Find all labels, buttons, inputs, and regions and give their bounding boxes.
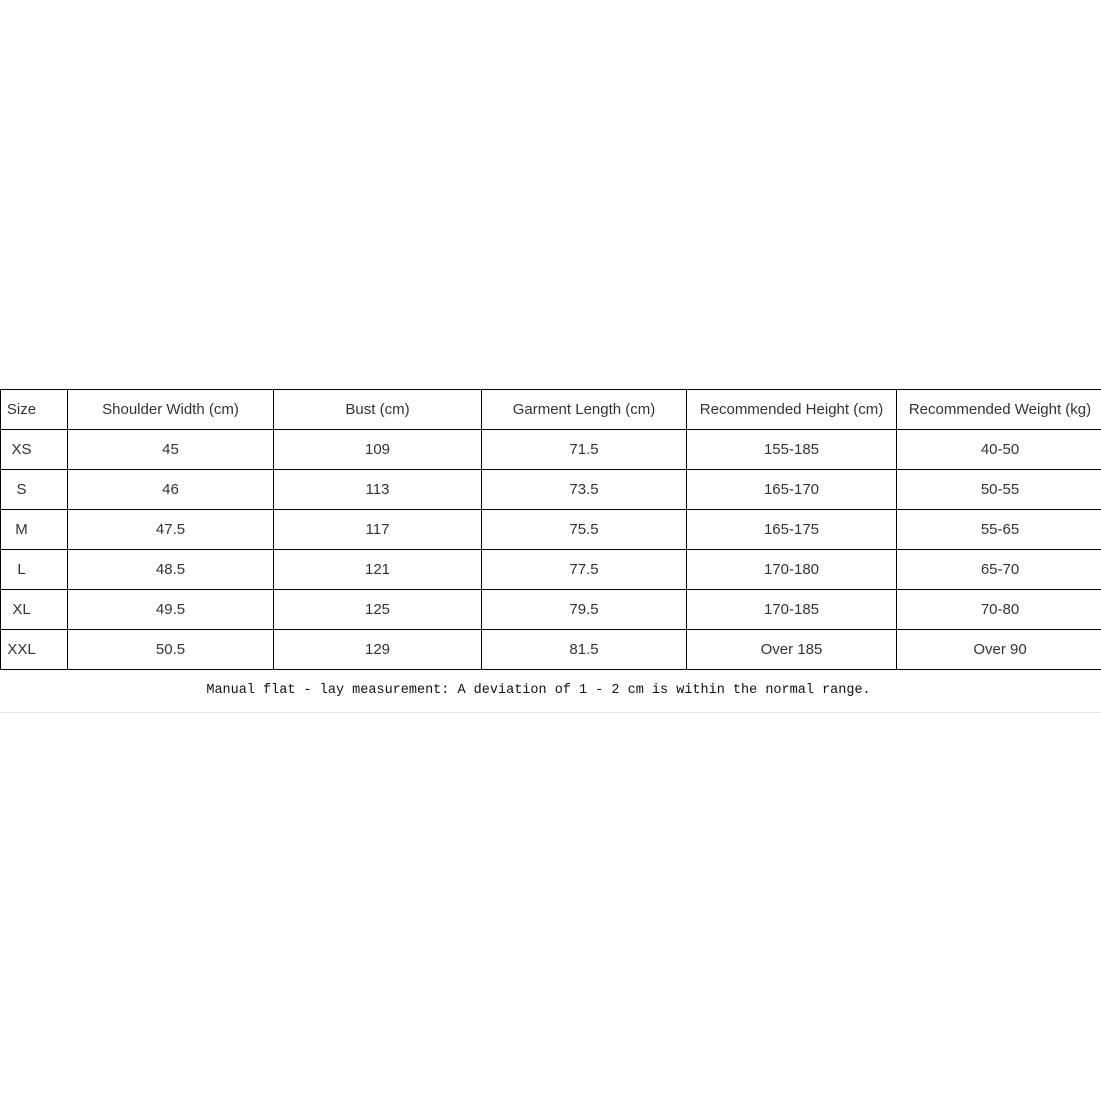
table-cell-bust: 113 — [274, 470, 482, 510]
table-cell-shoulder-width: 45 — [68, 430, 274, 470]
table-cell-size: XL — [1, 590, 68, 630]
table-row-l — [1, 550, 1101, 590]
table-cell-size: XXL — [1, 630, 68, 670]
table-row-m — [1, 510, 1101, 550]
size-chart-table — [0, 389, 1101, 670]
table-cell-size: L — [1, 550, 68, 590]
table-cell-recommended-height: 170-180 — [687, 550, 897, 590]
table-row-xs — [1, 430, 1101, 470]
table-cell-shoulder-width: 50.5 — [68, 630, 274, 670]
table-cell-size: S — [1, 470, 68, 510]
table-cell-recommended-weight: 65-70 — [897, 550, 1101, 590]
table-cell-recommended-weight: Over 90 — [897, 630, 1101, 670]
table-cell-bust: 109 — [274, 430, 482, 470]
table-row-s — [1, 470, 1101, 510]
table-cell-recommended-height: 165-175 — [687, 510, 897, 550]
table-cell-size: M — [1, 510, 68, 550]
table-row-xl — [1, 590, 1101, 630]
divider-line — [0, 712, 1101, 713]
header-cell-shoulder-width: Shoulder Width (cm) — [68, 390, 274, 430]
header-cell-bust: Bust (cm) — [274, 390, 482, 430]
table-cell-bust: 129 — [274, 630, 482, 670]
table-cell-recommended-height: Over 185 — [687, 630, 897, 670]
header-cell-size: Size — [1, 390, 68, 430]
table-cell-shoulder-width: 48.5 — [68, 550, 274, 590]
table-cell-recommended-weight: 50-55 — [897, 470, 1101, 510]
table-cell-garment-length: 75.5 — [482, 510, 687, 550]
table-cell-bust: 125 — [274, 590, 482, 630]
header-cell-recommended-weight: Recommended Weight (kg) — [897, 390, 1101, 430]
table-body — [1, 430, 1101, 670]
table-cell-garment-length: 77.5 — [482, 550, 687, 590]
table-row-xxl — [1, 630, 1101, 670]
measurement-note: Manual flat - lay measurement: A deviation of 1 - 2 cm is within the normal range. — [206, 683, 871, 698]
table-cell-recommended-height: 165-170 — [687, 470, 897, 510]
table-cell-shoulder-width: 47.5 — [68, 510, 274, 550]
table-cell-recommended-weight: 70-80 — [897, 590, 1101, 630]
table-cell-size: XS — [1, 430, 68, 470]
table-cell-shoulder-width: 49.5 — [68, 590, 274, 630]
header-cell-garment-length: Garment Length (cm) — [482, 390, 687, 430]
table-cell-garment-length: 71.5 — [482, 430, 687, 470]
table-cell-recommended-height: 155-185 — [687, 430, 897, 470]
header-row — [1, 390, 1101, 430]
table-cell-recommended-weight: 55-65 — [897, 510, 1101, 550]
table-cell-recommended-weight: 40-50 — [897, 430, 1101, 470]
table-cell-garment-length: 81.5 — [482, 630, 687, 670]
table-cell-garment-length: 73.5 — [482, 470, 687, 510]
table-cell-shoulder-width: 46 — [68, 470, 274, 510]
table-cell-bust: 121 — [274, 550, 482, 590]
table-cell-recommended-height: 170-185 — [687, 590, 897, 630]
table-cell-garment-length: 79.5 — [482, 590, 687, 630]
table-cell-bust: 117 — [274, 510, 482, 550]
header-cell-recommended-height: Recommended Height (cm) — [687, 390, 897, 430]
